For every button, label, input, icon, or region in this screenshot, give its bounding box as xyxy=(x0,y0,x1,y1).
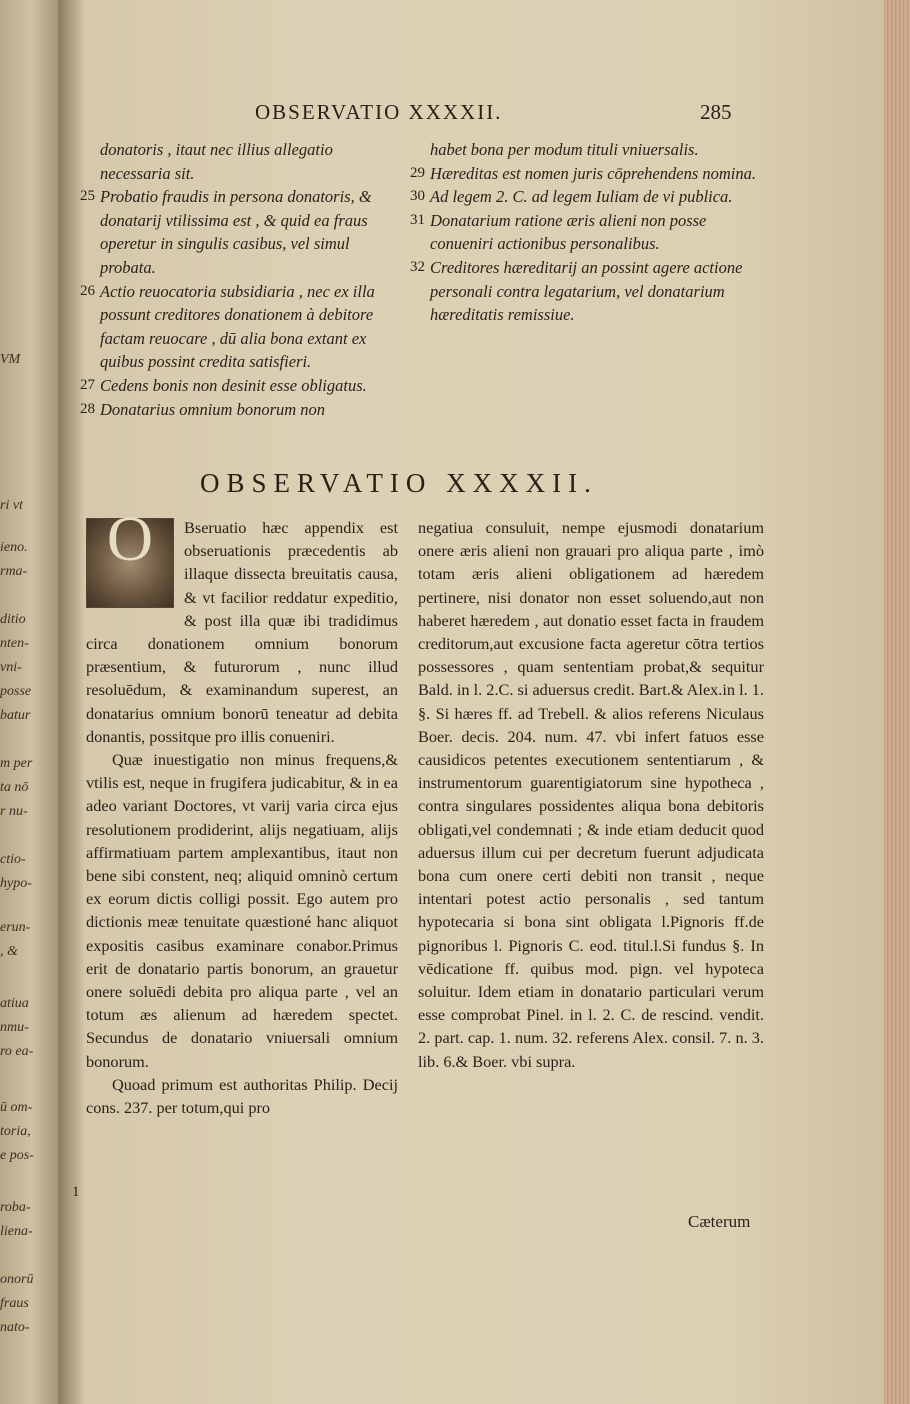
margin-number: 1 xyxy=(72,1184,80,1200)
summary-item-text: Donatarius omnium bonorum non xyxy=(100,399,326,419)
summary-item-text: Donatarium ratione æris alieni non posse conueniri actionibus personalibus. xyxy=(430,210,707,254)
summary-item xyxy=(82,398,402,422)
left-page-fragment-text: batur xyxy=(0,708,31,723)
summary-item-number: 30 xyxy=(410,188,425,205)
summary-item xyxy=(82,280,402,374)
summary-item-text: Ad legem 2. C. ad legem Iuliam de vi publica. xyxy=(430,187,733,207)
summary-item-number: 26 xyxy=(80,282,95,299)
summary-item xyxy=(412,162,772,186)
left-page-fragment-text: nato- xyxy=(0,1320,30,1335)
summary-item-number: 25 xyxy=(80,188,95,205)
section-heading: OBSERVATIO XXXXII. xyxy=(200,468,598,498)
summary-item xyxy=(82,138,402,185)
summary-item-number: 29 xyxy=(410,164,425,181)
left-page-fragment-text: nten- xyxy=(0,636,29,651)
summary-item-text: donatoris , itaut nec illius allegatio necessaria sit. xyxy=(100,140,333,183)
left-page-fragment-text: posse xyxy=(0,684,32,699)
summary-left-column xyxy=(82,138,402,421)
page-edge xyxy=(884,0,910,1404)
summary-item-number: 27 xyxy=(80,376,95,393)
summary-item-number: 32 xyxy=(410,258,425,275)
left-page-fragment-text: nmu- xyxy=(0,1020,29,1035)
left-page-fragment-text: e pos- xyxy=(0,1148,34,1163)
left-page-fragment-text: toria, xyxy=(0,1124,31,1139)
left-page-fragment-text: onorū xyxy=(0,1272,34,1287)
left-page-fragment-text: liena- xyxy=(0,1224,33,1239)
body-paragraph: negatiua consuluit, nempe ejusmodi donatarium onere æris alieni non grauari pro aliqua parte , imò totam æris alieni obligationem ad hæredem pertinere, nisi donator non esset soluendo,aut non haberet hæredem , aut donatio esset facta in fraudem creditorum,aut excusione facta ageretur cōtra tertios possessores , quam sententiam probat,& sequitur Bald. in l. 2.C. si aduersus credit. Bart.& Alex.in l. 1. §. Si hæres ff. ad Trebell. & alios referens Niculaus Boer. decis. 204. num. 47. vbi infert fatuos esse causidicos petentes executionem sententiarum , & instrumentorum guarentigiatorum sine hypotheca , contra singulares possidentes aliqua bona debitoris obligati,vel condemnati ; & inde etiam deducit quod aduersus illum cui per decretum fuerunt adjudicata bona cum onere certi debiti non transit , neque intentari potest actio personalis , sed tantum hypotecaria si bona sint obligata l.Pignoris ff.de pignoribus l. Pignoris C. eod. titul.l.Si fundus §. In vēdicatione ff. quibus mod. pign. vel hypoteca soluitur. Idem etiam in donatario particulari verum esse comprobat Pinel. in l. 2. C. de rescind. vendit. 2. part. cap. 1. num. 32. referens Alex. consil. 7. n. 3. lib. 6.& Boer. vbi supra. xyxy=(418,518,764,1071)
left-page-fragment-text: roba- xyxy=(0,1200,31,1215)
summary-item xyxy=(82,185,402,279)
left-page-fragment-text: ta nō xyxy=(0,780,29,795)
left-page-fragment-text: VM xyxy=(0,352,21,367)
left-page-fragment-text: ieno. xyxy=(0,540,28,555)
left-page-fragment-text: m per xyxy=(0,756,33,771)
left-page-fragment-text: r nu- xyxy=(0,804,28,819)
summary-item xyxy=(412,256,772,327)
body-paragraph: Quæ inuestigatio non minus frequens,& vtilis est, neque in frugifera judicabitur, & in ea adeo variant Doctores, vt varij varia circa ejus resolutionem prodiderint, alijs negatiuam, alijs affirmatiuam partem amplexantibus, itaut non bene sibi constent, neq; aliquid omninò certum ex eorum dictis colligi possit. Ego autem pro dictionis meæ tenuitate quæstioné hanc aliquot expositis casibus examinare conabor.Primus erit de donatario partis bonorum, an grauetur onere soluēdi debita pro aliqua parte , vel an totum æs alienum ad hæredem spectet. Secundus de donatario vniuersali omnium bonorum. xyxy=(86,750,398,1071)
body-paragraph: Bseruatio hæc appendix est obseruationis præcedentis ab illaque dissecta breuitatis causa, & vt facilior reddatur expeditio, & post illa quæ ibi tradidimus circa donationem omnium bonorum præsentium, & futurorum , nunc illud resoluēdum, & examinandum superest, an donatarius omnium bonorū teneatur ad debita donantis, possitque pro illis conueniri. xyxy=(86,518,398,746)
summary-item xyxy=(82,374,402,398)
left-page-fragment-text: rma- xyxy=(0,564,28,579)
summary-item-text: Hæreditas est nomen juris cōprehendens nomina. xyxy=(430,163,756,183)
left-page-fragment-text: erun- xyxy=(0,920,31,935)
left-page-fragment-text: atiua xyxy=(0,996,29,1011)
left-page-fragment-text: ditio xyxy=(0,612,26,627)
catchword: Cæterum xyxy=(688,1212,751,1231)
summary-item-number: 31 xyxy=(410,211,425,228)
left-page-fragment-text: vni- xyxy=(0,660,22,675)
summary-item-text: habet bona per modum tituli vniuersalis. xyxy=(430,140,699,159)
page-number: 285 xyxy=(700,100,732,124)
left-page-fragment-text: hypo- xyxy=(0,876,32,891)
summary-item-text: Creditores hæreditarij an possint agere actione personali contra legatarium, vel donatarium hæreditatis remissiue. xyxy=(430,257,743,325)
body-left-column xyxy=(86,503,398,1119)
summary-item-text: Actio reuocatoria subsidiaria , nec ex illa possunt creditores donationem à debitore factam reuocare , dū alia bona extant ex quibus possint credita satisfieri. xyxy=(100,281,375,372)
running-head: OBSERVATIO XXXXII. xyxy=(255,100,503,124)
left-page-fragment-text: ctio- xyxy=(0,852,26,867)
ornamental-initial: O xyxy=(86,518,174,608)
summary-item xyxy=(412,209,772,256)
left-page-fragment xyxy=(0,0,58,1404)
body-paragraph: Quoad primum est authoritas Philip. Decij cons. 237. per totum,qui pro xyxy=(86,1074,398,1118)
summary-right-column xyxy=(412,138,772,327)
summary-item-text: Cedens bonis non desinit esse obligatus. xyxy=(100,375,367,395)
left-page-fragment-text: ri vt xyxy=(0,498,23,513)
summary-item-number: 28 xyxy=(80,400,95,417)
summary-item-text: Probatio fraudis in persona donatoris, & donatarij vtilissima est , & quid ea fraus operetur in singulis casibus, vel simul probata. xyxy=(100,187,372,277)
left-page-fragment-text: fraus xyxy=(0,1296,29,1311)
summary-item xyxy=(412,185,772,209)
body-right-column xyxy=(418,516,764,1073)
book-gutter xyxy=(58,0,84,1404)
left-page-fragment-text: ro ea- xyxy=(0,1044,34,1059)
left-page-fragment-text: , & xyxy=(0,944,18,959)
summary-item xyxy=(412,138,772,162)
left-page-fragment-text: ū om- xyxy=(0,1100,33,1115)
